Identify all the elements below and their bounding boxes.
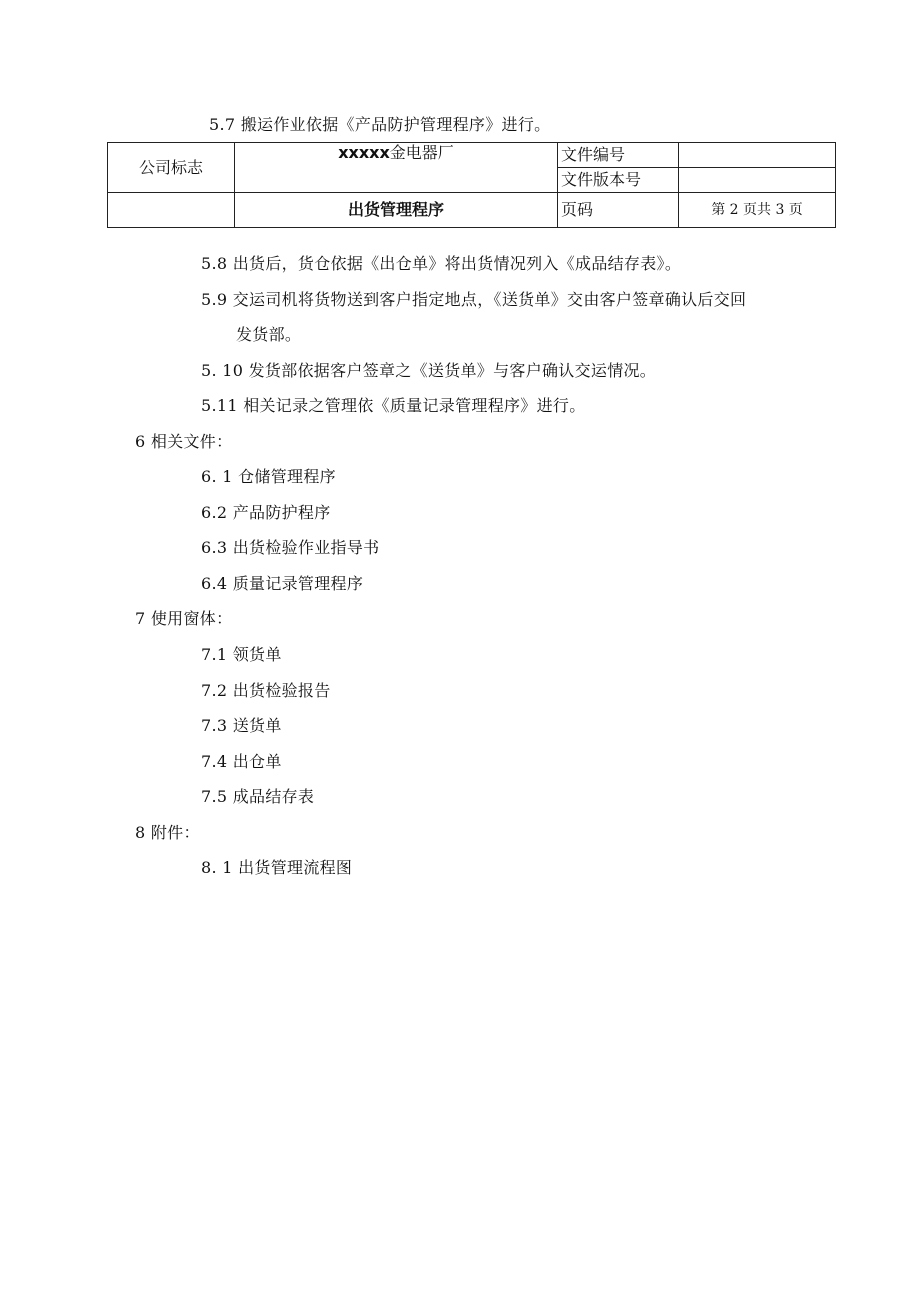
company-name-cell	[235, 143, 558, 193]
company-name-prefix: xxxxx	[338, 143, 390, 162]
page-label-cell	[558, 193, 679, 228]
document-title: 出货管理程序	[347, 200, 444, 219]
company-logo-label: 公司标志	[138, 157, 203, 177]
list-item: 6.2 产品防护程序	[201, 503, 331, 522]
version-label: 文件版本号	[561, 170, 642, 189]
list-item: 6. 1 仓储管理程序	[201, 467, 336, 486]
intro-line: 5.7 搬运作业依据《产品防护管理程序》进行。	[209, 115, 551, 134]
company-name: 金电器厂	[389, 143, 454, 162]
section-7-heading: 7 使用窗体：	[135, 609, 233, 628]
section-6-heading: 6 相关文件：	[135, 432, 233, 451]
page-label: 页码	[561, 200, 594, 219]
version-label-cell	[558, 168, 679, 193]
item-5-11: 5.11 相关记录之管理依《质量记录管理程序》进行。	[201, 396, 586, 415]
item-5-9-line1: 5.9 交运司机将货物送到客户指定地点，《送货单》交由客户签章确认后交回	[201, 290, 747, 309]
page-number: 第 2 页共 3 页	[711, 202, 803, 218]
document-title-cell	[235, 193, 558, 228]
item-5-8: 5.8 出货后，货仓依据《出仓单》将出货情况列入《成品结存表》。	[201, 254, 682, 273]
section-8-heading: 8 附件：	[135, 823, 200, 842]
list-item: 6.4 质量记录管理程序	[201, 574, 364, 593]
list-item: 7.3 送货单	[201, 716, 282, 735]
file-number-value-cell	[679, 143, 836, 168]
item-5-10: 5. 10 发货部依据客户签章之《送货单》与客户确认交运情况。	[201, 361, 657, 380]
page-number-cell	[679, 193, 836, 228]
document-header-table	[107, 142, 836, 228]
list-item: 8. 1 出货管理流程图	[201, 858, 353, 877]
version-value-cell	[679, 168, 836, 193]
list-item: 7.4 出仓单	[201, 752, 282, 771]
item-5-9-line2: 发货部。	[236, 325, 302, 344]
file-number-label-cell	[558, 143, 679, 168]
list-item: 7.1 领货单	[201, 645, 282, 664]
company-logo-cell-bottom	[108, 193, 235, 228]
company-logo-cell	[108, 143, 235, 193]
file-number-label: 文件编号	[561, 145, 626, 164]
list-item: 6.3 出货检验作业指导书	[201, 538, 380, 557]
list-item: 7.5 成品结存表	[201, 787, 315, 806]
list-item: 7.2 出货检验报告	[201, 681, 331, 700]
